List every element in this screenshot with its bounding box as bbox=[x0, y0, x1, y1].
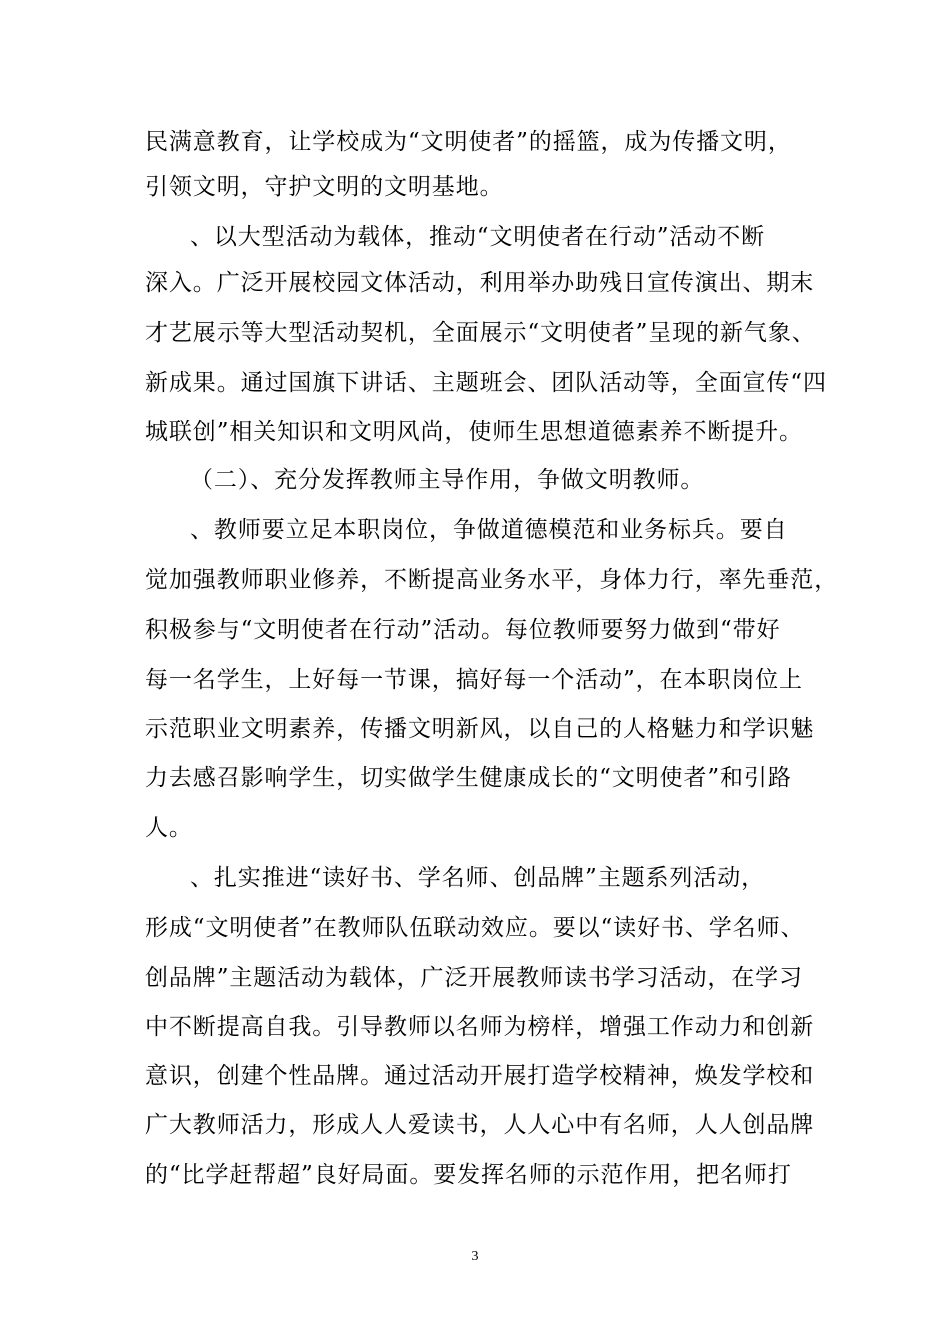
text-line: 城联创”相关知识和文明风尚，使师生思想道德素养不断提升。 bbox=[145, 419, 803, 445]
text-line: 意识，创建个性品牌。通过活动开展打造学校精神，焕发学校和 bbox=[145, 1063, 815, 1089]
text-line: 觉加强教师职业修养，不断提高业务水平，身体力行，率先垂范， bbox=[145, 567, 839, 593]
text-line: 创品牌”主题活动为载体，广泛开展教师读书学习活动，在学习 bbox=[145, 965, 803, 991]
text-line: 的“比学赶帮超”良好局面。要发挥名师的示范作用，把名师打 bbox=[145, 1162, 792, 1188]
text-line: 力去感召影响学生，切实做学生健康成长的“文明使者”和引路 bbox=[145, 765, 792, 791]
text-line: 深入。广泛开展校园文体活动，利用举办助残日宣传演出、期末 bbox=[145, 270, 815, 296]
text-line: 才艺展示等大型活动契机，全面展示“文明使者”呈现的新气象、 bbox=[145, 320, 816, 346]
text-line: 、以大型活动为载体，推动“文明使者在行动”活动不断 bbox=[190, 224, 766, 250]
text-line: 每一名学生，上好每一节课，搞好每一个活动”，在本职岗位上 bbox=[145, 667, 803, 693]
text-line: 示范职业文明素养，传播文明新风，以自己的人格魅力和学识魅 bbox=[145, 716, 815, 742]
text-line: 形成“文明使者”在教师队伍联动效应。要以“读好书、学名师、 bbox=[145, 915, 805, 941]
text-line: 中不断提高自我。引导教师以名师为榜样，增强工作动力和创新 bbox=[145, 1014, 815, 1040]
text-line: 、扎实推进“读好书、学名师、创品牌”主题系列活动， bbox=[190, 865, 766, 891]
text-line: 新成果。通过国旗下讲话、主题班会、团队活动等，全面宣传“四 bbox=[145, 370, 827, 396]
text-line: 积极参与“文明使者在行动”活动。每位教师要努力做到“带好 bbox=[145, 617, 781, 643]
text-line: 引领文明，守护文明的文明基地。 bbox=[145, 174, 504, 200]
text-line: 民满意教育，让学校成为“文明使者”的摇篮，成为传播文明， bbox=[145, 129, 792, 155]
text-line: 广大教师活力，形成人人爱读书，人人心中有名师，人人创品牌 bbox=[145, 1112, 815, 1138]
text-line: 、教师要立足本职岗位，争做道德模范和业务标兵。要自 bbox=[190, 517, 788, 543]
text-line: 人。 bbox=[145, 815, 193, 841]
page-number: 3 bbox=[471, 1249, 479, 1264]
section-heading: （二）、充分发挥教师主导作用，争做文明教师。 bbox=[190, 467, 705, 493]
